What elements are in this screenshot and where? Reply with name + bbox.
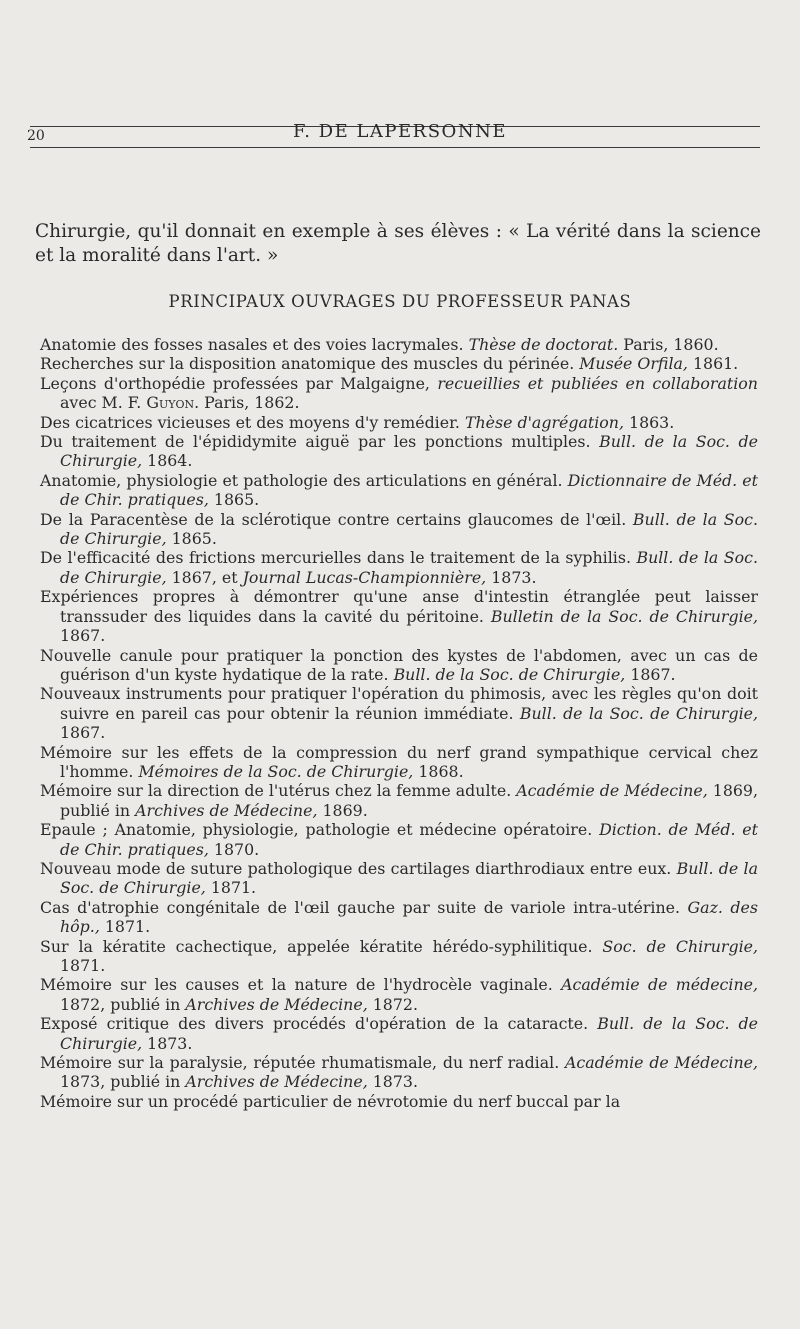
work-entry-citation: Journal Lucas-Championnière, bbox=[242, 567, 487, 587]
work-entry-text: 1869. bbox=[317, 800, 368, 820]
work-entry-text: 1873. bbox=[486, 567, 537, 587]
work-entry bbox=[40, 684, 758, 742]
work-entry bbox=[40, 646, 758, 685]
work-entry-text: 1873. bbox=[367, 1072, 418, 1092]
work-entry-text: . Paris, 1862. bbox=[194, 393, 300, 413]
work-entry-text: 1861. bbox=[687, 354, 739, 374]
work-entry-citation: Archives de Médecine, bbox=[185, 1072, 368, 1092]
work-entry-citation: Bull. de la Soc. de Chirurgie, bbox=[519, 703, 758, 723]
work-entry-text: Guyon bbox=[146, 393, 195, 413]
work-entry bbox=[40, 859, 758, 898]
work-entry-text: Paris, 1860. bbox=[618, 335, 719, 354]
work-entry-text: Mémoire sur les causes et la nature de l'hydrocèle vaginale. bbox=[40, 975, 562, 995]
work-entry bbox=[40, 548, 758, 587]
work-entry-citation: Bull. de la Soc. de Chirurgie, bbox=[60, 1014, 758, 1053]
work-entry-text: 1869, publié in bbox=[60, 781, 758, 820]
work-entry-text: Sur la kératite cachectique, appelée kératite hérédo-syphilitique. bbox=[40, 936, 603, 956]
work-entry-text: 1867. bbox=[60, 723, 106, 743]
work-entry-text: Cas d'atrophie congénitale de l'œil gauche par suite de variole intra-utérine. bbox=[40, 897, 688, 917]
work-entry bbox=[40, 374, 758, 413]
work-entry-text: Anatomie, physiologie et pathologie des articulations en général. bbox=[40, 470, 568, 490]
work-entry-text: 1865. bbox=[208, 490, 260, 510]
work-entry bbox=[40, 510, 758, 549]
work-entry-text: 1872, publié in bbox=[60, 994, 186, 1014]
work-entry-citation: Mémoires de la Soc. de Chirurgie, bbox=[138, 761, 414, 781]
work-entry-citation: Bull. de la Soc. de Chirurgie, bbox=[393, 664, 626, 684]
work-entry-text: 1873, publié in bbox=[60, 1072, 186, 1092]
work-entry-text: Des cicatrices vicieuses et des moyens d'y remédier. bbox=[40, 412, 465, 432]
work-entry bbox=[40, 432, 758, 471]
work-entry-text: De la Paracentèse de la sclérotique contre certains glaucomes de l'œil. bbox=[40, 509, 633, 529]
works-list bbox=[40, 335, 758, 1111]
work-entry-text: De l'efficacité des frictions mercurielles dans le traitement de la syphilis. bbox=[40, 548, 637, 568]
work-entry-citation: Archives de Médecine, bbox=[135, 800, 318, 820]
work-entry-text: avec M. F. bbox=[60, 393, 147, 413]
work-entry bbox=[40, 335, 758, 354]
work-entry-text: Exposé critique des divers procédés d'opération de la cataracte. bbox=[40, 1014, 598, 1034]
work-entry bbox=[40, 898, 758, 937]
work-entry-text: 1870. bbox=[208, 839, 260, 859]
work-entry bbox=[40, 471, 758, 510]
work-entry-text: 1867. bbox=[60, 626, 106, 646]
work-entry bbox=[40, 354, 758, 373]
work-entry-citation: Bulletin de la Soc. de Chirurgie, bbox=[490, 606, 758, 626]
work-entry-citation: Académie de médecine, bbox=[561, 975, 758, 995]
work-entry-text: Recherches sur la disposition anatomique des muscles du périnée. bbox=[40, 354, 580, 374]
work-entry bbox=[40, 975, 758, 1014]
work-entry-text: 1871. bbox=[60, 956, 106, 975]
intro-paragraph: Chirurgie, qu'il donnait en exemple à ses élèves : « La vérité dans la science et la moralité dans l'art. » bbox=[35, 220, 761, 266]
work-entry-text: Nouveau mode de suture pathologique des cartilages diarthrodiaux entre eux. bbox=[40, 858, 677, 878]
work-entry-text: Leçons d'orthopédie professées par Malgaigne, bbox=[40, 373, 438, 393]
work-entry-text: Mémoire sur un procédé particulier de névrotomie du nerf buccal par la bbox=[40, 1091, 621, 1111]
work-entry bbox=[40, 820, 758, 859]
work-entry-text: 1867. bbox=[625, 664, 676, 684]
work-entry-citation: Académie de Médecine, bbox=[565, 1053, 758, 1073]
work-entry-text: Du traitement de l'épididymite aiguë par les ponctions multiples. bbox=[40, 432, 600, 452]
work-entry-citation: Gaz. des hôp., bbox=[60, 897, 758, 937]
work-entry-text: Epaule ; Anatomie, physiologie, pathologie et médecine opératoire. bbox=[40, 820, 600, 840]
work-entry-citation: Bull. de la Soc. de Chirurgie, bbox=[60, 858, 758, 898]
work-entry-text: Nouvelle canule pour pratiquer la ponction des kystes de l'abdomen, avec un cas de guérison d'un kyste hydatique de la rate. bbox=[40, 645, 758, 684]
work-entry-text: Nouveaux instruments pour pratiquer l'opération du phimosis, avec les règles qu'on doit suivre en pareil cas pour obtenir la réunion immédiate. bbox=[40, 684, 758, 723]
work-entry bbox=[40, 781, 758, 820]
work-entry-citation: Soc. de Chirurgie, bbox=[602, 936, 758, 956]
work-entry-citation: Bull. de la Soc. de Chirurgie, bbox=[60, 509, 758, 549]
work-entry-citation: Dictionnaire de Méd. et de Chir. pratiques, bbox=[60, 470, 758, 510]
work-entry bbox=[40, 1053, 758, 1092]
work-entry-text: 1871. bbox=[99, 917, 151, 937]
work-entry-citation: Thèse d'agrégation, bbox=[464, 412, 624, 432]
work-entry-citation: recueillies et publiées en collaboration bbox=[437, 373, 758, 393]
work-entry-text: 1872. bbox=[367, 994, 418, 1014]
work-entry-citation: Thèse de doctorat. bbox=[468, 335, 619, 354]
work-entry-text: Mémoire sur les effets de la compression du nerf grand sympathique cervical chez l'homme. bbox=[40, 742, 758, 781]
work-entry-text: 1863. bbox=[624, 412, 675, 432]
header-rule-bottom bbox=[30, 147, 760, 148]
work-entry bbox=[40, 1014, 758, 1053]
work-entry bbox=[40, 413, 758, 432]
work-entry-citation: Académie de Médecine, bbox=[516, 781, 708, 801]
page-number: 20 bbox=[27, 128, 45, 144]
work-entry-citation: Musée Orfila, bbox=[579, 354, 688, 374]
work-entry-text: 1871. bbox=[205, 878, 257, 898]
work-entry-citation: Bull. de la Soc. de Chirurgie, bbox=[60, 548, 758, 587]
work-entry bbox=[40, 1092, 758, 1111]
running-head: F. DE LAPERSONNE bbox=[293, 121, 507, 142]
work-entry-text: 1864. bbox=[142, 451, 193, 471]
work-entry-citation: Archives de Médecine, bbox=[185, 994, 368, 1014]
work-entry-text: 1873. bbox=[142, 1033, 193, 1053]
work-entry-text: 1865. bbox=[166, 529, 217, 549]
work-entry-text: Mémoire sur la paralysie, réputée rhumatismale, du nerf radial. bbox=[40, 1053, 566, 1073]
work-entry-text: 1867, et bbox=[166, 567, 243, 587]
work-entry-text: 1868. bbox=[413, 761, 464, 781]
work-entry-text: Mémoire sur la direction de l'utérus chez la femme adulte. bbox=[40, 781, 517, 801]
work-entry-text: Anatomie des fosses nasales et des voies lacrymales. bbox=[40, 335, 469, 354]
section-heading: PRINCIPAUX OUVRAGES DU PROFESSEUR PANAS bbox=[168, 292, 632, 311]
work-entry bbox=[40, 587, 758, 645]
work-entry-text: Expériences propres à démontrer qu'une anse d'intestin étranglée peut laisser transsuder des liquides dans la cavité du péritoine. bbox=[40, 587, 758, 626]
work-entry bbox=[40, 743, 758, 782]
work-entry bbox=[40, 937, 758, 976]
work-entry-citation: Diction. de Méd. et de Chir. pratiques, bbox=[60, 820, 758, 859]
work-entry-citation: Bull. de la Soc. de Chirurgie, bbox=[60, 432, 758, 471]
